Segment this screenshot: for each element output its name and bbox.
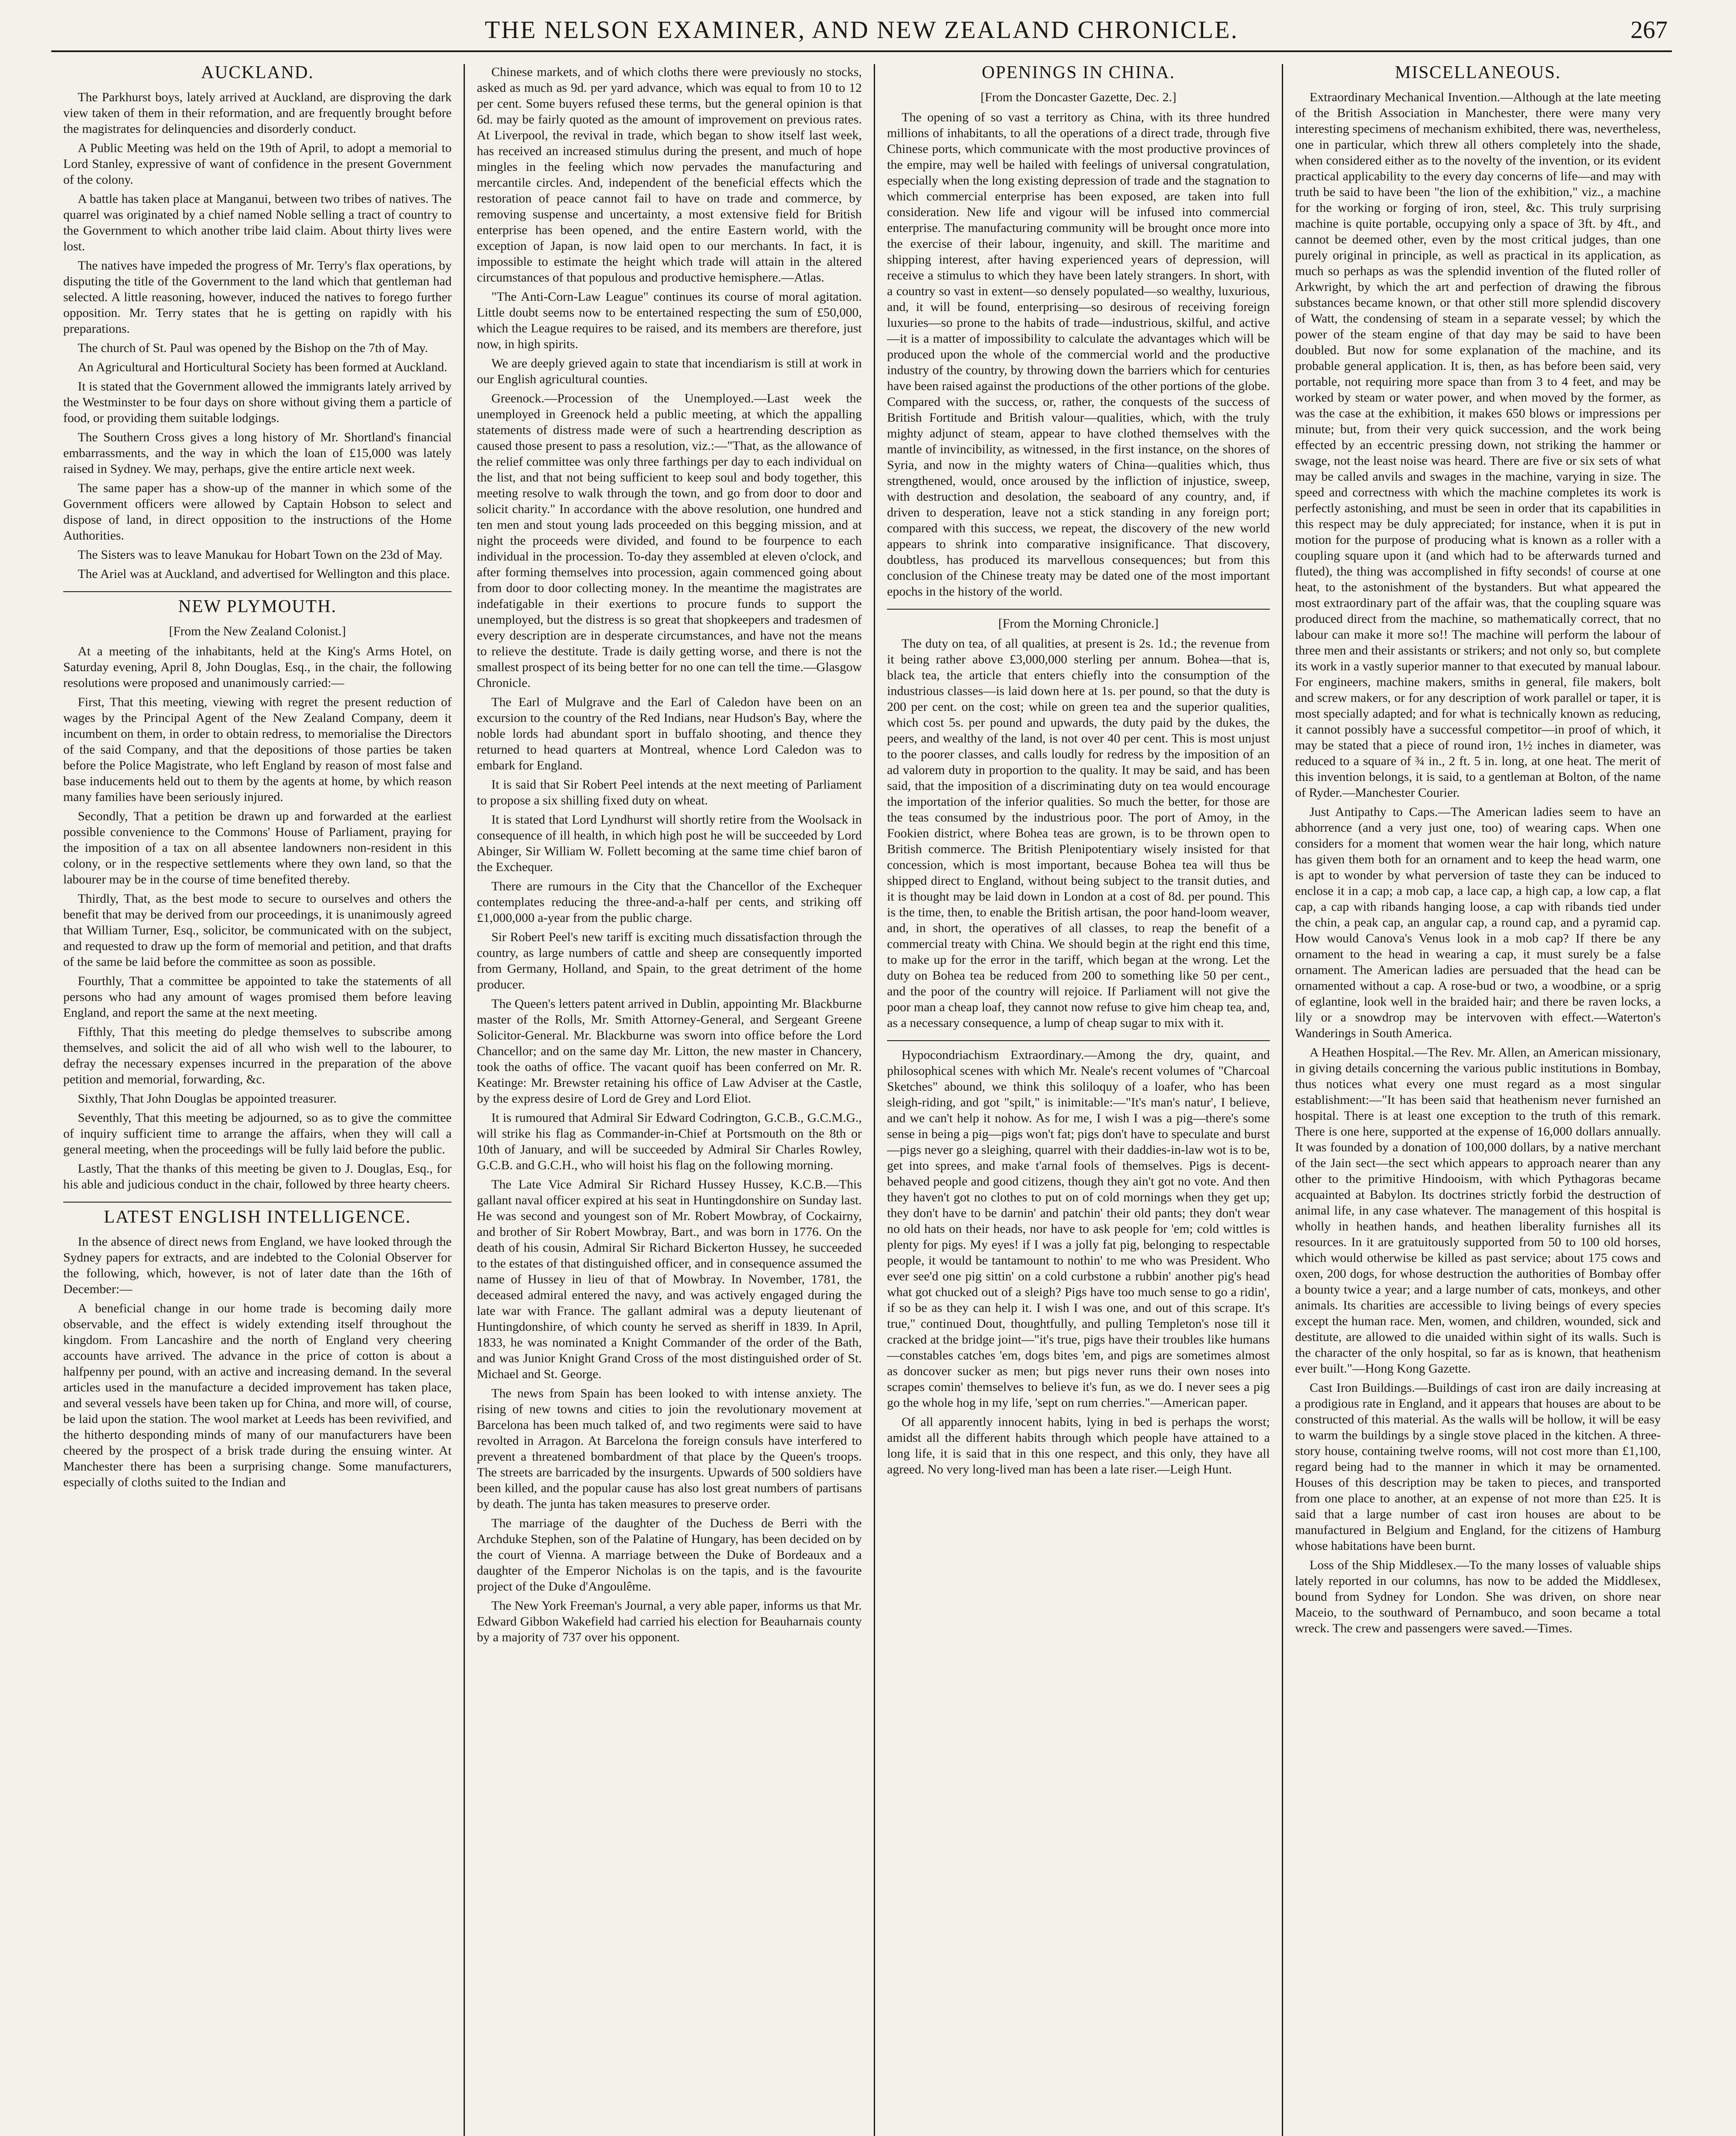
latest-english-intelligence-article — [63, 1202, 452, 1490]
openings-in-china-heading: OPENINGS IN CHINA. — [981, 64, 1175, 82]
auckland-paragraph: It is stated that the Government allowed the immigrants lately arrived by the Westminster to be four days on shore without giving them a particle of food, or providing them suitable lodgings. — [63, 379, 452, 425]
news-paragraph: The marriage of the daughter of the Duchess de Berri with the Archduke Stephen, son of the Palatine of Hungary, has been decided on by the court of Vienna. A marriage between the Duke of Bordeaux and a daughter of the Emperor Nicholas is on the tapis, and is the favourite project of the Duke d'Angoulême. — [477, 1516, 862, 1593]
new-plymouth-paragraph: First, That this meeting, viewing with regret the present reduction of wages by the Principal Agent of the New Zealand Company, deem it incumbent on them, in order to obtain redress, to memorialise the Directors of the said Company, and that the depositions of those parties be taken before the Police Magistrate, who left England by reason of most false and base inducements held out to them by the agents at home, by which reason many families have been seriously injured. — [63, 695, 452, 804]
auckland-paragraph: The Parkhurst boys, lately arrived at Auckland, are disproving the dark view taken of them in their reformation, and are frequently brought before the magistrates for delinquencies and disorderly conduct. — [63, 90, 452, 136]
auckland-paragraph: The natives have impeded the progress of Mr. Terry's flax operations, by disputing the title of the Government to the land which that gentleman had selected. A little reasoning, however, induced the natives to forego further opposition. Mr. Terry states that he is getting on rapidly with his preparations. — [63, 258, 452, 336]
miscellaneous-paragraph: A Heathen Hospital.—The Rev. Mr. Allen, an American missionary, in giving details concerning the various public institutions in Bombay, thus notices what every one must regard as a most singular establishment:—"It has been said that heathenism never furnished an hospital. There is at least one exception to the truth of this remark. There is one here, supported at the expense of 16,000 dollars annually. It was founded by a donation of 100,000 dollars, by a native merchant of the Jain sect—the sect which appears to approach nearer than any other to the primitive Hindooism, with which Pythagoras became acquainted at Babylon. Its doctrines strictly forbid the destruction of animal life, in any case whatever. The management of this hospital is wholly in heathen hands, and heathen liberality furnishes all its resources. In it are gratuitously supported from 50 to 100 old horses, which would otherwise be killed as past service; about 175 cows and oxen, 200 dogs, for whose destruction the authorities of Bombay offer a bounty twice a year; and a large number of cats, monkeys, and other animals. Its charities are accessible to living beings of every species except the human race. Men, women, and children, wounded, sick and destitute, are allowed to die unaided within sight of its walls. Such is the character of the only hospital, so far as is known, that heathenism ever built."—Hong Kong Gazette. — [1295, 1045, 1661, 1376]
new-plymouth-article — [63, 591, 452, 1192]
new-plymouth-source: [From the New Zealand Colonist.] — [169, 624, 346, 638]
hypocondriachism-paragraph: Hypocondriachism Extraordinary.—Among the dry, quaint, and philosophical scenes with which Mr. Neale's recent volumes of "Charcoal Sketches" abound, we think this soliloquy of a loafer, who has been sleigh-riding, and got "spilt," is inimitable:—"It's man's natur', I believe, and we can't help it nohow. As for me, I wish I was a pig—there's some sense in being a pig—pigs won't fat; pigs don't have to speculate and burst—pigs never go a sleighing, quarrel with their daddies-in-law wot is to be, get into sprees, and make t'arnal fools of themselves. Pigs is decent-behaved people and good citizens, though they ain't got no vote. And then they haven't got no clothes to put on of cold mornings when they get up; they don't have to be darnin' and patchin' their old pants; they don't wear no old hats on their heads, nor have to ask people for 'em; cold wittles is plenty for pigs. My eyes! if I was a jolly fat pig, belonging to respectable people, it would be tantamount to nothin' to me who was President. Who ever see'd one pig sittin' on a cold curbstone a rubbin' another pig's head what got chucked out of a sleigh? Pigs have too much sense to go a ridin', if so be as they can help it. I wish I was one, and out of this scrape. It's true," continued Dout, thoughtfully, and pulling Templeton's nose till it cracked at the bridge joint—"it's true, pigs have their troubles like humans—constables catches 'em, dogs bites 'em, and pigs are sometimes almost as doncover sucker as men; but pigs never runs their own noses into scrapes comin' themselves to believe it's fun, as we do. I never sees a pig go the whole hog in my life, 'sept on rum cherries."—American paper. — [887, 1048, 1270, 1410]
new-plymouth-paragraph: Secondly, That a petition be drawn up and forwarded at the earliest possible convenience to the Commons' House of Parliament, praying for the imposition of a tax on all absentee landowners non-resident in this colony, or in the respective settlements where they own land, so that the labourer may be in the course of time benefited thereby. — [63, 809, 452, 886]
openings-in-china-article — [887, 65, 1270, 599]
miscellaneous-paragraph: Loss of the Ship Middlesex.—To the many losses of valuable ships lately reported in our columns, has now to be added the Middlesex, bound from Sydney for London. She was driven, on shore near Maceio, to the southward of Pernambuco, and soon became a total wreck. The crew and passengers were saved.—Times. — [1295, 1558, 1661, 1635]
auckland-paragraph: A Public Meeting was held on the 19th of April, to adopt a memorial to Lord Stanley, expressive of want of confidence in the present Government of the colony. — [63, 141, 452, 187]
new-plymouth-paragraph: Fourthly, That a committee be appointed to take the statements of all persons who had any amount of wages promised them before leaving England, and report the same at the next meeting. — [63, 974, 452, 1020]
english-news-continuation — [477, 64, 862, 1645]
morning-chronicle-article — [887, 609, 1270, 1031]
miscellaneous-paragraph: Cast Iron Buildings.—Buildings of cast iron are daily increasing at a prodigious rate in England, and it appears that houses are about to be constructed of this material. As the walls will be hollow, it will be easy to warm the buildings by a single stove placed in the kitchen. A three-story house, containing twelve rooms, will not cost more than £1,100, regard being had to the manner in which it may be ornamented. Houses of this description may be taken to pieces, and transported from one place to another, at an expense of not more than £25. It is said that a large number of cast iron houses are about to be manufactured in Belgium and England, for the citizens of Hamburg whose habitations have been burnt. — [1295, 1381, 1661, 1553]
auckland-heading: AUCKLAND. — [201, 64, 314, 82]
news-paragraph: The New York Freeman's Journal, a very able paper, informs us that Mr. Edward Gibbon Wakefield had carried his election for Beauharnais county by a majority of 737 over his opponent. — [477, 1599, 862, 1644]
auckland-paragraph: The same paper has a show-up of the manner in which some of the Government officers were allowed by Captain Hobson to select and dispose of land, in direct opposition to the instructions of the Home Authorities. — [63, 481, 452, 543]
news-paragraph: "The Anti-Corn-Law League" continues its course of moral agitation. Little doubt seems now to be entertained respecting the sum of £50,000, which the League requires to be raised, and its members are therefore, just now, in high spirits. — [477, 290, 862, 351]
news-paragraph: It is rumoured that Admiral Sir Edward Codrington, G.C.B., G.C.M.G., will strike his flag as Commander-in-Chief at Portsmouth on the 8th or 10th of January, and will be succeeded by Admiral Sir Charles Rowley, G.C.B. and G.C.H., who will hoist his flag on the following morning. — [477, 1111, 862, 1172]
running-head — [51, 12, 1672, 52]
doncaster-gazette-source: [From the Doncaster Gazette, Dec. 2.] — [980, 90, 1177, 104]
newspaper-columns — [51, 64, 1673, 2136]
tea-duty-paragraph: The duty on tea, of all qualities, at present is 2s. 1d.; the revenue from it being rather above £3,000,000 sterling per annum. Bohea—that is, black tea, the article that enters chiefly into the consumption of the industrious classes—is laid down here at 1s. per pound, so that the duty is 200 per cent. on the cost; while on green tea and the superior qualities, which cost 5s. per pound and upwards, the duty paid by the dukes, the peers, and wealthy of the land, is not over 40 per cent. This is most unjust to the poorer classes, and calls loudly for redress by the imposition of an ad valorem duty in proportion to the quality. It may be said, and has been said, that the imposition of a discriminating duty on tea would encourage the importation of the inferior qualities. So much the better, for those are the teas consumed by the industrious poor. The port of Amoy, in the Fookien district, where Bohea teas are grown, is to be thrown open to British commerce. The British Plenipotentiary wisely insisted for that concession, which is most important, because Bohea tea will thus be shipped direct to England, without being subject to the transit duties, and it is thought may be laid down in London at a cost of 8d. per pound. This is the time, then, to enable the British artisan, the poor hand-loom weaver, and, in short, the operatives of all classes, to reap the benefit of a commercial treaty with China. We should begin at the right end this time, to make up for the error in the tariff, which began at the wrong. Let the duty on Bohea tea be reduced from 200 to something like 50 per cent., and the poor of the country will rejoice. If Parliament will not give the poor man a cheap loaf, they cannot now refuse to give him cheap tea, and, as a necessary consequence, a lump of cheap sugar to mix with it. — [887, 637, 1270, 1030]
column-2 — [464, 64, 874, 2136]
news-paragraph: Chinese markets, and of which cloths there were previously no stocks, asked as much as 9d. per yard advance, which was equal to from 10 to 12 per cent. Some buyers refused these terms, but the general opinion is that 6d. may be fairly quoted as the amount of improvement on previous rates. At Liverpool, the revival in trade, which began to show itself last week, has received an increased stimulus during the present, and much of hope mingles in the feeling which now pervades the manufacturing and mercantile circles. And, independent of the beneficial effects which the restoration of peace cannot fail to have on trade and commerce, by removing suspense and uncertainty, a most extensive field for British enterprise has been opened, and the entire Eastern world, with the exception of Japan, is now laid open to our merchants. In fact, it is impossible to estimate the height which trade will attain in the altered circumstances of that populous and productive hemisphere.—Atlas. — [477, 65, 862, 285]
latest-english-paragraph: In the absence of direct news from England, we have looked through the Sydney papers for extracts, and are indebted to the Colonial Observer for the following, which, however, is not of later date than the 16th of December:— — [63, 1235, 452, 1296]
news-paragraph: Greenock.—Procession of the Unemployed.—Last week the unemployed in Greenock held a public meeting, at which the appalling statements of distress made were of such a heartrending description as caused those present to pass a resolution, viz.:—"That, as the allowance of the relief committee was only three farthings per day to each individual on the list, and that not being sufficient to keep soul and body together, this meeting resolve to walk through the town, and go from door to door and solicit charity." In accordance with the above resolution, one hundred and ten men and stout young lads proceeded on this begging mission, and at night the proceeds were divided, and found to be fourpence to each individual in the procession. To-day they assembled at eleven o'clock, and after forming themselves into procession, again commenced going about from door to door collecting money. In the meantime the magistrates are indefatigable in their exertions to procure funds to support the unemployed, but the distress is so great that shopkeepers and tradesmen of every description are in desperate circumstances, and have not the means to relieve the destitute. Trade is daily getting worse, and there is not the smallest prospect of its being better for no one can tell the time.—Glasgow Chronicle. — [477, 391, 862, 690]
new-plymouth-paragraph: Fifthly, That this meeting do pledge themselves to subscribe among themselves, and solicit the aid of all who wish well to the labourer, to defray the necessary expenses incurred in the preparation of the above petition and memorial, forwarding, &c. — [63, 1025, 452, 1086]
miscellaneous-heading: MISCELLANEOUS. — [1395, 64, 1561, 82]
column-3 — [874, 64, 1282, 2136]
new-plymouth-paragraph: Seventhly, That this meeting be adjourned, so as to give the committee of inquiry sufficient time to arrange the affairs, when they will call a general meeting, when the proceedings will be fully laid before the public. — [63, 1111, 452, 1156]
china-paragraph: The opening of so vast a territory as China, with its three hundred millions of inhabitants, to all the operations of a direct trade, through five Chinese ports, which communicate with the most productive provinces of the empire, may well be hailed with feelings of universal congratulation, especially when the long existing depression of trade and the stagnation to which commercial enterprise has been exposed, are taken into full consideration. New life and vigour will be infused into commercial enterprise. The manufacturing community will be brought once more into the exercise of their labour, ingenuity, and skill. The maritime and shipping interest, after having experienced years of depression, will receive a stimulus to which they have been lately strangers. In short, with a country so vast in extent—so densely populated—so wealthy, luxurious, and, it will be found, enterprising—so desirous of receiving foreign luxuries—so prone to the habits of trade—industrious, skilful, and active—it is a matter of impossibility to calculate the advantages which will be produced upon the whole of the commercial world and the productive industry of the country, by throwing down the barriers which for centuries have been raised against the productions of the other portions of the globe. Compared with the success, or, rather, the conquests of the success of British Fortitude and British valour—qualities, which, with the truly mighty adjunct of steam, appear to have clothed themselves with the mantle of invincibility, as witnessed, in the first instance, on the shores of Syria, and now in the mighty waters of China—qualities which, thus strengthened, would, once aroused by the infliction of injustice, sweep, with destruction and desolation, the seaboard of any country, and, if driven to desperation, leave not a stick standing in any foreign port; compared with this success, we repeat, the discovery of the new world appears to shrink into comparative insignificance. That discovery, doubtless, has produced its marvellous consequences; but from this conclusion of the Chinese treaty may be dated one of the most important epochs in the history of the world. — [887, 110, 1270, 599]
new-plymouth-paragraph: Sixthly, That John Douglas be appointed treasurer. — [78, 1091, 337, 1106]
miscellaneous-paragraph: Just Antipathy to Caps.—The American ladies seem to have an abhorrence (and a very just one, too) of wearing caps. When one considers for a moment that women wear the hair long, which nature has given them both for an ornament and to keep the head warm, one is apt to wonder by what perversion of taste they can be induced to enclose it in a cap; a mob cap, a lace cap, a high cap, a low cap, a flat cap, a cap with ribands hanging loose, a cap with ribands tied under the chin, a peak cap, an angular cap, a round cap, and a pyramid cap. How would Canova's Venus look in a mob cap? If there be any ornament to the head in wearing a cap, it must surely be a false ornament. The American ladies are persuaded that the head can be ornamented without a cap. A rose-bud or two, a woodbine, or a sprig of eglantine, look well in the braided hair; and there be raven locks, a lily or a snowdrop may be intervoven with effect.—Waterton's Wanderings in South America. — [1295, 805, 1661, 1040]
news-paragraph: It is stated that Lord Lyndhurst will shortly retire from the Woolsack in consequence of ill health, in which high post he will be succeeded by Lord Abinger, Sir William W. Follett becoming at the same time chief baron of the Exchequer. — [477, 813, 862, 874]
news-paragraph: The Late Vice Admiral Sir Richard Hussey Hussey, K.C.B.—This gallant naval officer expired at his seat in Huntingdonshire on Sunday last. He was second and youngest son of Mr. Robert Mowbray, of Cockairny, and brother of Sir Robert Mowbray, Bart., and was born in 1776. On the death of his cousin, Admiral Sir Richard Bickerton Hussey, he succeeded to the estates of that distinguished officer, and in consequence assumed the name of Hussey in lieu of that of Mowbray. In November, 1781, the deceased admiral entered the navy, and was actively engaged during the late war with France. The gallant admiral was a deputy lieutenant of Huntingdonshire, of which county he served as sheriff in 1839. In April, 1833, he was nominated a Knight Commander of the order of the Bath, and was Junior Knight Grand Cross of the most distinguished order of St. Michael and St. George. — [477, 1177, 862, 1381]
miscellaneous-article — [1295, 65, 1661, 1636]
new-plymouth-paragraph: At a meeting of the inhabitants, held at the King's Arms Hotel, on Saturday evening, April 8, John Douglas, Esq., in the chair, the following resolutions were proposed and unanimously carried:— — [63, 644, 452, 690]
latest-english-paragraph: A beneficial change in our home trade is becoming daily more observable, and the effect is widely extending itself throughout the kingdom. From Lancashire and the north of England very cheering accounts have arrived. The advance in the price of cotton is about a halfpenny per pound, with an active and increasing demand. In the several articles used in the manufacture a decided improvement has taken place, and several vessels have been taken up for China, and more will, of course, be laid upon the station. The wool market at Leeds has been revivified, and the hitherto desponding minds of many of our manufacturers have been cheered by the prospect of a brisk trade during the ensuing winter. At Manchester there has been a surprising change. Some manufacturers, especially of cloths suited to the Indian and — [63, 1301, 452, 1489]
column-4 — [1282, 64, 1673, 2136]
auckland-paragraph: An Agricultural and Horticultural Society has been formed at Auckland. — [78, 360, 447, 374]
new-plymouth-heading: NEW PLYMOUTH. — [178, 597, 337, 616]
auckland-paragraph: A battle has taken place at Manganui, between two tribes of natives. The quarrel was originated by a chief named Noble selling a tract of country to the Government to which another tribe laid claim. About thirty lives were lost. — [63, 192, 452, 253]
extraordinary-loafer-article — [887, 1040, 1270, 1477]
new-plymouth-paragraph: Thirdly, That, as the best mode to secure to ourselves and others the benefit that may be derived from our proceedings, it is unanimously agreed that William Turner, Esq., solicitor, be communicated with on the subject, and requested to draw up the form of memorial and petition, and that drafts of the same be laid before the committee as soon as possible. — [63, 892, 452, 969]
page-number: 267 — [1630, 16, 1668, 44]
auckland-paragraph: The church of St. Paul was opened by the Bishop on the 7th of May. — [78, 341, 428, 355]
news-paragraph: We are deeply grieved again to state that incendiarism is still at work in our English agricultural counties. — [477, 356, 862, 386]
auckland-article — [63, 65, 452, 582]
news-paragraph: There are rumours in the City that the Chancellor of the Exchequer contemplates reducing the three-and-a-half per cents, and striking off £1,000,000 a-year from the public charge. — [477, 879, 862, 925]
newspaper-title: THE NELSON EXAMINER, AND NEW ZEALAND CHRONICLE. — [485, 16, 1239, 44]
auckland-paragraph: The Sisters was to leave Manukau for Hobart Town on the 23d of May. — [78, 548, 443, 562]
news-paragraph: The Earl of Mulgrave and the Earl of Caledon have been on an excursion to the country of the Red Indians, near Hudson's Bay, where the noble lords had abundant sport in buffalo shooting, and thence they returned to head quarters at Montreal, whence Lord Caledon was to embark for England. — [477, 695, 862, 772]
column-1 — [51, 64, 464, 2136]
latest-english-intelligence-heading: LATEST ENGLISH INTELLIGENCE. — [104, 1207, 411, 1227]
auckland-paragraph: The Ariel was at Auckland, and advertised for Wellington and this place. — [78, 567, 450, 581]
news-paragraph: It is said that Sir Robert Peel intends at the next meeting of Parliament to propose a six shilling fixed duty on wheat. — [477, 778, 862, 807]
news-paragraph: The news from Spain has been looked to with intense anxiety. The rising of new towns and cities to join the revolutionary movement at Barcelona has been much talked of, and two regiments were said to have revolted in Arragon. At Barcelona the foreign consuls have interfered to prevent a threatened bombardment of that place by the Queen's troops. The streets are barricaded by the insurgents. Upwards of 500 soldiers have been killed, and the popular cause has also lost great numbers of partisans by death. The junta has taken measures to preserve order. — [477, 1386, 862, 1511]
new-plymouth-paragraph: Lastly, That the thanks of this meeting be given to J. Douglas, Esq., for his able and judicious conduct in the chair, followed by three hearty cheers. — [63, 1162, 452, 1191]
miscellaneous-paragraph: Extraordinary Mechanical Invention.—Although at the late meeting of the British Association in Manchester, there were many very interesting specimens of mechanism exhibited, there was, nevertheless, one in particular, which threw all others completely into the shade, when considered either as to the novelty of the invention, or its evident practical applicability to the every day concerns of life—and may with truth be said to have been "the lion of the exhibition," viz., a machine for the working or forging of iron, steel, &c. This truly surprising machine is quite portable, occupying only a space of 3ft. by 4ft., and cannot be deemed other, even by the most critical judges, than one purely original in principle, as well as practical in its application, as much so perhaps as was the splendid invention of the fluted roller of Arkwright, by which the art and perfection of drawing the fibrous substances became known, or that other still more splendid discovery of Watt, the condensing of steam in a separate vessel; by which the power of the steam engine of that day may be said to have been doubled. But now for some explanation of the machine, and its probable general application. It is, then, as has before been said, very portable, not requiring more space than from 3 to 4 feet, and may be worked by steam or water power, and when moved by the former, as was the case at the exhibition, it makes 650 blows or impressions per minute; but, from their very quick succession, and the work being effected by an eccentric pressing down, not striking the hammer or swage, not the least noise was heard. There are five or six sets of what may be called anvils and swages in the machine, varying in size. The speed and correctness with which the machine completes its work is perfectly astonishing, and must be seen in order that its capabilities in this respect may be duly appreciated; for instance, when it is put in motion for the purpose of producing what is known as a roller with a coupling square upon it (and which had to be afterwards turned and fluted), the thing was accomplished in fifty seconds! of course at one heat, to the astonishment of the bystanders. But what appeared the most extraordinary part of the affair was, that the coupling square was produced direct from the machine, so mathematically correct, that no labour can make it more so!! The machine will perform the labour of three men and their assistants or strikers; and not only so, but complete its work in a vastly superior manner to that executed by manual labour. For engineers, machine makers, smiths in general, file makers, bolt and screw makers, or for any description of work parallel or taper, it is most specially adapted; and for what is technically known as reducing, it cannot possibly have a successful competitor—in proof of which, it may be stated that a piece of round iron, 1½ inches in diameter, was reduced to a square of ¾ in., 2 ft. 5 in. long, at one heat. The merit of this invention belongs, it is said, to a gentleman at Bolton, of the name of Ryder.—Manchester Courier. — [1295, 90, 1661, 800]
morning-chronicle-source: [From the Morning Chronicle.] — [998, 616, 1159, 631]
news-paragraph: The Queen's letters patent arrived in Dublin, appointing Mr. Blackburne master of the Rolls, Mr. Smith Attorney-General, and Sergeant Greene Solicitor-General. Mr. Blackburne was sworn into office before the Lord Chancellor; and on the same day Mr. Litton, the new master in Chancery, took the oaths of office. The vacant quoif has been conferred on Mr. R. Keatinge: Mr. Brewster retaining his office of Law Adviser at the Castle, by the express desire of Lord de Grey and Lord Eliot. — [477, 997, 862, 1106]
auckland-paragraph: The Southern Cross gives a long history of Mr. Shortland's financial embarrassments, and the way in which the loan of £15,000 was lately raised in Sydney. We may, perhaps, give the entire article next week. — [63, 430, 452, 476]
late-riser-paragraph: Of all apparently innocent habits, lying in bed is perhaps the worst; amidst all the different habits through which people have attained to a long life, it is said that in this one respect, and this only, they have all agreed. No very long-lived man has been a late riser.—Leigh Hunt. — [887, 1415, 1270, 1476]
news-paragraph: Sir Robert Peel's new tariff is exciting much dissatisfaction through the country, as large numbers of cattle and sheep are consequently imported from Germany, Holland, and Spain, to the great detriment of the home producer. — [477, 930, 862, 992]
